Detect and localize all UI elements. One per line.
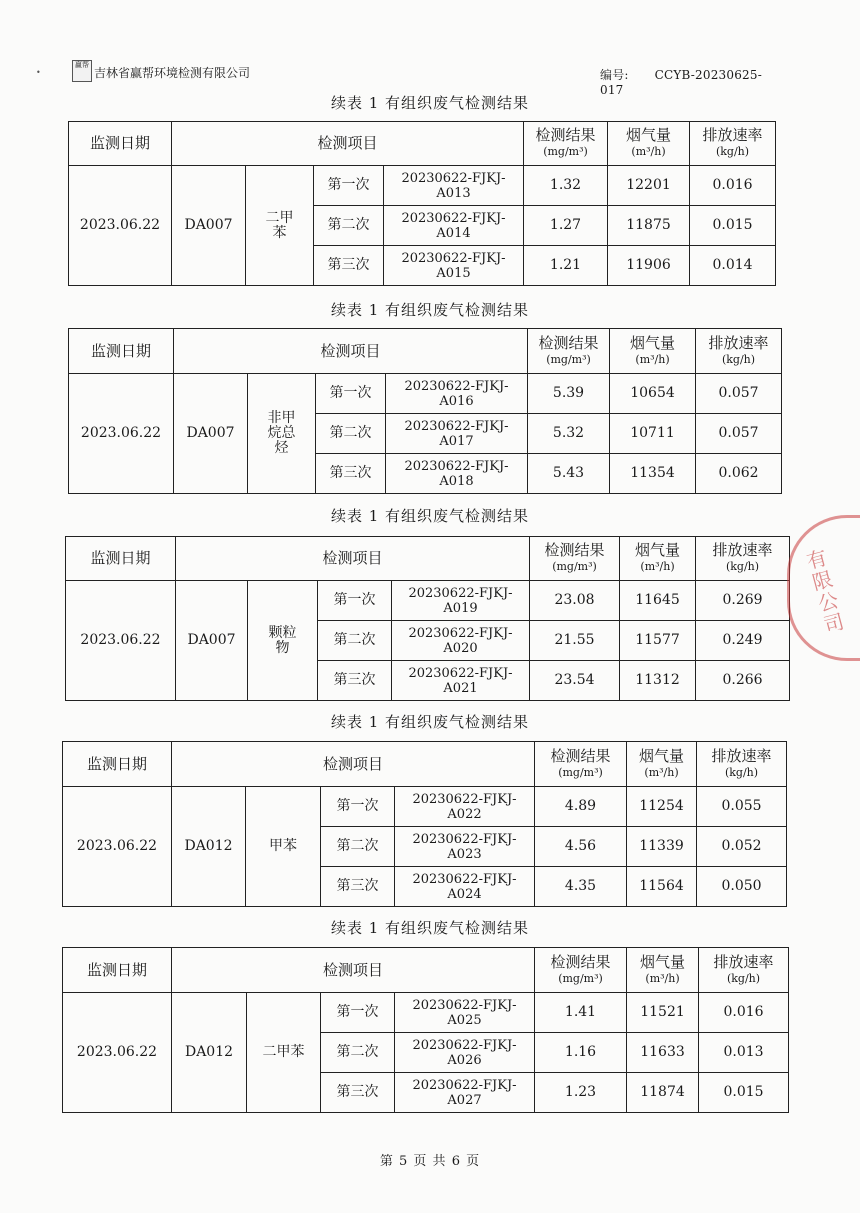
cell-rate: 0.014 (690, 246, 776, 286)
cell-flow: 11339 (627, 827, 697, 867)
cell-sample-id: 20230622-FJKJ- A027 (395, 1073, 535, 1113)
header-date: 监测日期 (66, 537, 176, 581)
header-flow: 烟气量 (m³/h) (620, 537, 696, 581)
cell-result: 5.39 (528, 374, 610, 414)
header-date: 监测日期 (63, 948, 172, 993)
cell-flow: 11564 (627, 867, 697, 907)
cell-flow: 11875 (608, 206, 690, 246)
table-row (69, 166, 776, 206)
results-table (62, 741, 787, 907)
cell-date: 2023.06.22 (63, 787, 172, 907)
cell-flow: 10654 (610, 374, 696, 414)
cell-rate: 0.249 (696, 621, 790, 661)
header-item: 检测项目 (172, 122, 524, 166)
header-item: 检测项目 (172, 742, 535, 787)
cell-pollutant: 颗粒物 (248, 581, 318, 701)
cell-rate: 0.057 (696, 414, 782, 454)
header-result: 检测结果 (mg/m³) (528, 329, 610, 374)
cell-flow: 11521 (627, 993, 699, 1033)
header-rate: 排放速率 (kg/h) (690, 122, 776, 166)
cell-run: 第三次 (314, 246, 384, 286)
cell-run: 第一次 (321, 993, 395, 1033)
table-row (69, 374, 782, 414)
header-flow: 烟气量 (m³/h) (610, 329, 696, 374)
cell-sample-id: 20230622-FJKJ- A022 (395, 787, 535, 827)
section-title: 续表 1 有组织废气检测结果 (330, 94, 530, 112)
header-item: 检测项目 (176, 537, 530, 581)
cell-outlet: DA012 (172, 993, 247, 1113)
cell-run: 第一次 (318, 581, 392, 621)
cell-rate: 0.266 (696, 661, 790, 701)
cell-sample-id: 20230622-FJKJ- A013 (384, 166, 524, 206)
table-row (63, 993, 789, 1033)
cell-sample-id: 20230622-FJKJ- A019 (392, 581, 530, 621)
results-table (65, 536, 790, 701)
cell-date: 2023.06.22 (66, 581, 176, 701)
cell-run: 第一次 (314, 166, 384, 206)
cell-result: 4.89 (535, 787, 627, 827)
header-flow: 烟气量 (m³/h) (608, 122, 690, 166)
cell-run: 第二次 (321, 1033, 395, 1073)
cell-sample-id: 20230622-FJKJ- A014 (384, 206, 524, 246)
cell-sample-id: 20230622-FJKJ- A015 (384, 246, 524, 286)
cell-result: 5.43 (528, 454, 610, 494)
cell-run: 第一次 (316, 374, 386, 414)
cell-run: 第三次 (318, 661, 392, 701)
header-date: 监测日期 (63, 742, 172, 787)
cell-result: 21.55 (530, 621, 620, 661)
cell-date: 2023.06.22 (63, 993, 172, 1113)
results-table (62, 947, 789, 1113)
header-flow: 烟气量 (m³/h) (627, 948, 699, 993)
cell-pollutant: 二甲苯 (246, 166, 314, 286)
cell-pollutant: 甲苯 (246, 787, 321, 907)
cell-result: 4.56 (535, 827, 627, 867)
company-name: 吉林省赢帮环境检测有限公司 (94, 66, 251, 80)
table-row (66, 581, 790, 621)
cell-flow: 11354 (610, 454, 696, 494)
header-result: 检测结果 (mg/m³) (530, 537, 620, 581)
cell-sample-id: 20230622-FJKJ- A020 (392, 621, 530, 661)
page-header (36, 56, 780, 97)
cell-run: 第二次 (316, 414, 386, 454)
cell-outlet: DA012 (172, 787, 246, 907)
header-rate: 排放速率 (kg/h) (696, 537, 790, 581)
header-result: 检测结果 (mg/m³) (524, 122, 608, 166)
cell-run: 第一次 (321, 787, 395, 827)
cell-result: 1.27 (524, 206, 608, 246)
cell-flow: 11312 (620, 661, 696, 701)
cell-result: 1.23 (535, 1073, 627, 1113)
cell-run: 第三次 (321, 867, 395, 907)
cell-sample-id: 20230622-FJKJ- A025 (395, 993, 535, 1033)
cell-rate: 0.057 (696, 374, 782, 414)
header-result: 检测结果 (mg/m³) (535, 948, 627, 993)
cell-run: 第三次 (316, 454, 386, 494)
cell-flow: 10711 (610, 414, 696, 454)
header-flow: 烟气量 (m³/h) (627, 742, 697, 787)
header-rate: 排放速率 (kg/h) (696, 329, 782, 374)
cell-sample-id: 20230622-FJKJ- A021 (392, 661, 530, 701)
cell-rate: 0.013 (699, 1033, 789, 1073)
company-logo: 赢帮 (72, 60, 92, 82)
cell-result: 4.35 (535, 867, 627, 907)
cell-pollutant: 二甲苯 (247, 993, 321, 1113)
cell-result: 1.32 (524, 166, 608, 206)
cell-rate: 0.052 (697, 827, 787, 867)
cell-result: 1.21 (524, 246, 608, 286)
section-title: 续表 1 有组织废气检测结果 (330, 713, 530, 731)
cell-sample-id: 20230622-FJKJ- A018 (386, 454, 528, 494)
section-title: 续表 1 有组织废气检测结果 (330, 919, 530, 937)
cell-flow: 12201 (608, 166, 690, 206)
section-title: 续表 1 有组织废气检测结果 (330, 301, 530, 319)
cell-rate: 0.015 (699, 1073, 789, 1113)
cell-result: 23.54 (530, 661, 620, 701)
report-number: 编号: CCYB-20230625-017 (600, 68, 762, 97)
header-rate: 排放速率 (kg/h) (699, 948, 789, 993)
cell-flow: 11906 (608, 246, 690, 286)
cell-result: 23.08 (530, 581, 620, 621)
cell-run: 第二次 (321, 827, 395, 867)
cell-sample-id: 20230622-FJKJ- A024 (395, 867, 535, 907)
section-title: 续表 1 有组织废气检测结果 (330, 507, 530, 525)
bullet-mark: • (36, 68, 41, 77)
cell-rate: 0.050 (697, 867, 787, 907)
company-seal: 有限公司 (787, 515, 860, 661)
table-row (63, 787, 787, 827)
cell-outlet: DA007 (172, 166, 246, 286)
header-date: 监测日期 (69, 329, 174, 374)
page-footer: 第 5 页 共 6 页 (379, 1154, 481, 1169)
cell-run: 第三次 (321, 1073, 395, 1113)
cell-flow: 11577 (620, 621, 696, 661)
cell-sample-id: 20230622-FJKJ- A017 (386, 414, 528, 454)
cell-outlet: DA007 (174, 374, 248, 494)
cell-date: 2023.06.22 (69, 374, 174, 494)
cell-result: 5.32 (528, 414, 610, 454)
cell-sample-id: 20230622-FJKJ- A016 (386, 374, 528, 414)
cell-run: 第二次 (314, 206, 384, 246)
cell-flow: 11645 (620, 581, 696, 621)
results-table (68, 328, 782, 494)
header-rate: 排放速率 (kg/h) (697, 742, 787, 787)
cell-result: 1.16 (535, 1033, 627, 1073)
cell-flow: 11633 (627, 1033, 699, 1073)
cell-sample-id: 20230622-FJKJ- A023 (395, 827, 535, 867)
header-item: 检测项目 (172, 948, 535, 993)
cell-rate: 0.062 (696, 454, 782, 494)
cell-rate: 0.015 (690, 206, 776, 246)
cell-run: 第二次 (318, 621, 392, 661)
header-item: 检测项目 (174, 329, 528, 374)
results-table (68, 121, 776, 286)
cell-pollutant: 非甲烷总烃 (248, 374, 316, 494)
header-result: 检测结果 (mg/m³) (535, 742, 627, 787)
cell-date: 2023.06.22 (69, 166, 172, 286)
cell-rate: 0.269 (696, 581, 790, 621)
cell-sample-id: 20230622-FJKJ- A026 (395, 1033, 535, 1073)
cell-flow: 11874 (627, 1073, 699, 1113)
cell-rate: 0.055 (697, 787, 787, 827)
cell-result: 1.41 (535, 993, 627, 1033)
header-date: 监测日期 (69, 122, 172, 166)
cell-flow: 11254 (627, 787, 697, 827)
cell-outlet: DA007 (176, 581, 248, 701)
cell-rate: 0.016 (699, 993, 789, 1033)
cell-rate: 0.016 (690, 166, 776, 206)
